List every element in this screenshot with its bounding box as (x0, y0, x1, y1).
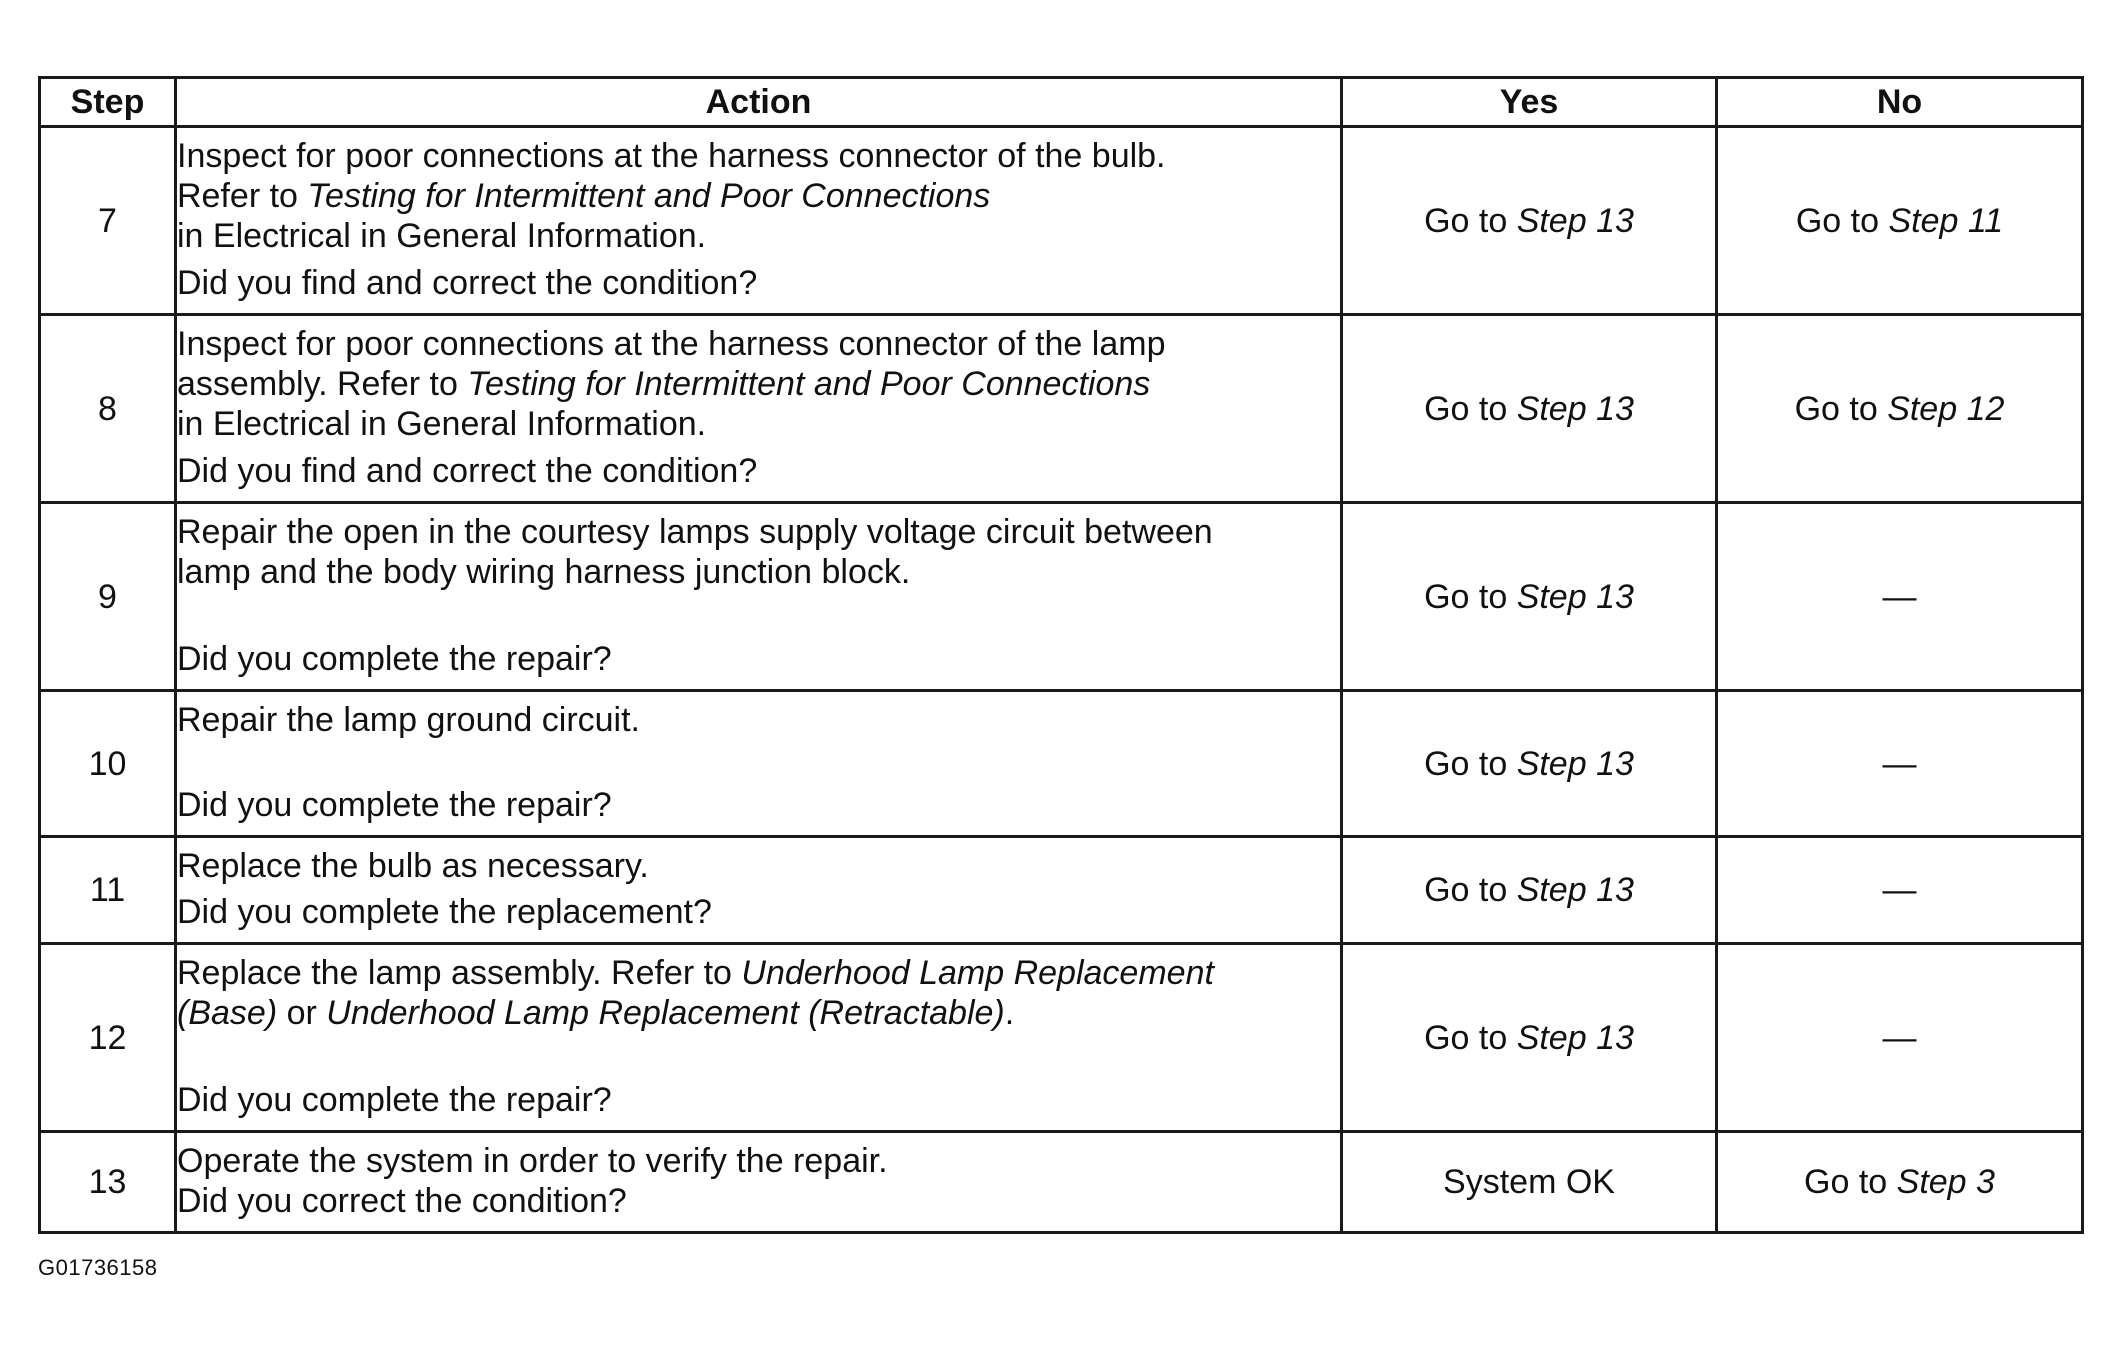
step-number: 7 (40, 127, 176, 315)
yes-cell (1342, 1132, 1717, 1233)
action-line (177, 1141, 1340, 1181)
action-line (177, 700, 1340, 740)
action-question: Did you complete the repair? (177, 786, 612, 824)
action-cell (176, 837, 1342, 944)
yes-step-ref: Step 13 (1516, 577, 1634, 616)
action-text: Inspect for poor connections at the harness connector of the bulb. (177, 137, 1166, 175)
table-row (40, 1132, 2083, 1233)
action-text: in Electrical in General Information. (177, 217, 707, 255)
action-line (177, 552, 1340, 592)
no-cell (1717, 127, 2083, 315)
action-text: Repair the open in the courtesy lamps supply voltage circuit between (177, 513, 1213, 551)
action-cell (176, 315, 1342, 503)
table-row (40, 503, 2083, 691)
no-dash: — (1882, 577, 1917, 616)
table-row (40, 944, 2083, 1132)
action-line (177, 364, 1340, 404)
yes-step-ref: Step 13 (1516, 871, 1634, 909)
yes-cell (1342, 944, 1717, 1132)
action-line (177, 136, 1340, 176)
yes-text: System OK (1443, 1163, 1615, 1201)
no-cell (1717, 1132, 2083, 1233)
yes-step-ref: Step 13 (1516, 1018, 1634, 1057)
no-cell (1717, 503, 2083, 691)
table-body (40, 127, 2083, 1233)
no-cell (1717, 944, 2083, 1132)
action-line (177, 216, 1340, 256)
action-line (177, 404, 1340, 444)
action-line (177, 512, 1340, 552)
no-step-ref: Step 11 (1888, 201, 2004, 240)
action-text: assembly. Refer to (177, 365, 468, 403)
header-row (40, 78, 2083, 127)
no-cell (1717, 315, 2083, 503)
yes-cell (1342, 691, 1717, 837)
action-line (177, 176, 1340, 216)
table-row (40, 315, 2083, 503)
action-line (177, 953, 1340, 993)
yes-cell (1342, 127, 1717, 315)
action-question: Did you complete the repair? (177, 1081, 612, 1119)
header-no: No (1717, 78, 2083, 127)
step-number: 13 (40, 1132, 176, 1233)
yes-text: Go to (1424, 871, 1517, 909)
reference-link-text: Underhood Lamp Replacement (Retractable) (326, 994, 1005, 1032)
action-cell (176, 691, 1342, 837)
yes-cell (1342, 503, 1717, 691)
no-step-ref: Step 12 (1887, 389, 2005, 428)
reference-link-text: Underhood Lamp Replacement (741, 954, 1214, 992)
header-yes: Yes (1342, 78, 1717, 127)
action-cell (176, 1132, 1342, 1233)
table-row (40, 691, 2083, 837)
action-text: in Electrical in General Information. (177, 405, 707, 443)
yes-step-ref: Step 13 (1516, 201, 1634, 240)
header-step: Step (40, 78, 176, 127)
action-question: Did you find and correct the condition? (177, 452, 758, 490)
action-text: Refer to (177, 177, 308, 215)
yes-text: Go to (1424, 577, 1517, 616)
diagnostic-table (38, 76, 2084, 1234)
action-cell (176, 127, 1342, 315)
yes-text: Go to (1424, 1018, 1517, 1057)
yes-cell (1342, 837, 1717, 944)
yes-step-ref: Step 13 (1516, 389, 1634, 428)
action-text: Operate the system in order to verify the repair. (177, 1142, 888, 1180)
reference-link-text: Testing for Intermittent and Poor Connections (307, 177, 991, 215)
action-line (177, 846, 1340, 886)
step-number: 10 (40, 691, 176, 837)
action-question: Did you complete the replacement? (177, 893, 712, 931)
step-number: 12 (40, 944, 176, 1132)
yes-text: Go to (1424, 201, 1517, 240)
table-row (40, 837, 2083, 944)
action-text: Inspect for poor connections at the harness connector of the lamp (177, 325, 1166, 363)
action-text: . (1004, 994, 1015, 1032)
yes-text: Go to (1424, 744, 1517, 783)
reference-link-text: Testing for Intermittent and Poor Connections (467, 365, 1151, 403)
no-cell (1717, 691, 2083, 837)
action-text: Replace the bulb as necessary. (177, 847, 649, 885)
yes-step-ref: Step 13 (1516, 744, 1634, 783)
action-text: lamp and the body wiring harness junction block. (177, 553, 911, 591)
action-question: Did you correct the condition? (177, 1182, 627, 1220)
action-text: or (277, 994, 327, 1032)
step-number: 8 (40, 315, 176, 503)
no-step-ref: Step 3 (1896, 1163, 1995, 1201)
action-line (177, 324, 1340, 364)
action-cell (176, 503, 1342, 691)
no-text: Go to (1794, 389, 1888, 428)
reference-link-text: (Base) (177, 994, 278, 1032)
action-text: Repair the lamp ground circuit. (177, 701, 641, 739)
yes-text: Go to (1424, 389, 1517, 428)
step-number: 11 (40, 837, 176, 944)
yes-cell (1342, 315, 1717, 503)
action-question: Did you find and correct the condition? (177, 264, 758, 302)
action-line (177, 993, 1340, 1033)
no-dash: — (1882, 871, 1917, 909)
no-cell (1717, 837, 2083, 944)
no-text: Go to (1795, 201, 1889, 240)
action-cell (176, 944, 1342, 1132)
action-question: Did you complete the repair? (177, 640, 612, 678)
no-dash: — (1882, 1018, 1917, 1057)
header-action: Action (176, 78, 1342, 127)
figure-id: G01736158 (38, 1255, 158, 1280)
no-dash: — (1882, 744, 1917, 783)
no-text: Go to (1804, 1163, 1897, 1201)
action-text: Replace the lamp assembly. Refer to (177, 954, 742, 992)
step-number: 9 (40, 503, 176, 691)
table-row (40, 127, 2083, 315)
